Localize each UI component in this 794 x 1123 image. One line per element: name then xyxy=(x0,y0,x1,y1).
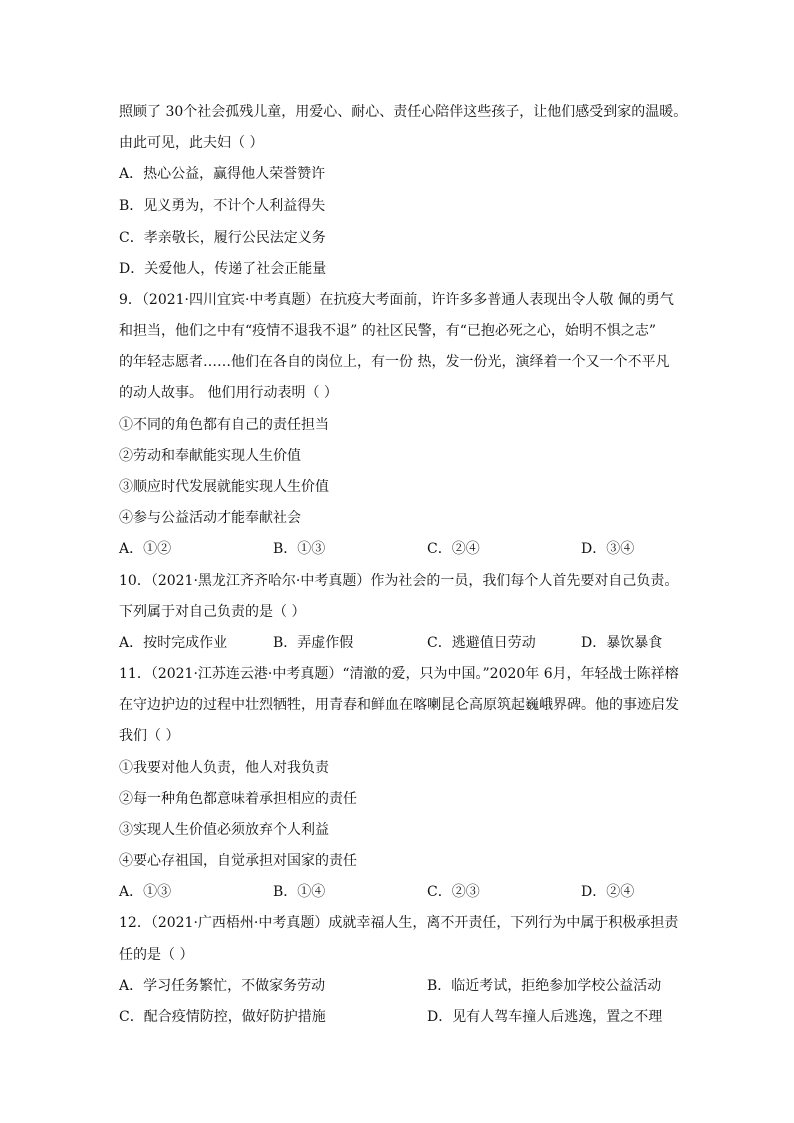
q8-line-1: 照顾了 30个社会孤残儿童，用爱心、耐心、责任心陪伴这些孩子，让他们感受到家的温暖。 xyxy=(119,104,688,120)
q8-line-2: 由此可见，此夫妇（ ） xyxy=(119,135,264,151)
q11-statement-2: ②每一种角色都意味着承担相应的责任 xyxy=(119,791,357,807)
q11-option-a: A．①③ xyxy=(119,884,172,900)
q9-statement-4: ④参与公益活动才能奉献社会 xyxy=(119,510,301,526)
q10-line-2: 下列属于对自己负责的是（ ） xyxy=(119,604,306,620)
q11-statement-4: ④要心存祖国，自觉承担对国家的责任 xyxy=(119,853,357,869)
q9-option-c: C．②④ xyxy=(427,541,480,557)
q11-line-2: 在守边护边的过程中壮烈牺牲，用青春和鲜血在喀喇昆仑高原筑起巍峨界碑。他的事迹启发 xyxy=(119,697,679,713)
q9-statement-3: ③顺应时代发展就能实现人生价值 xyxy=(119,479,329,495)
q11-statement-1: ①我要对他人负责，他人对我负责 xyxy=(119,760,329,776)
q12-line-1: 12．（2021·广西梧州·中考真题）成就幸福人生，离不开责任，下列行为中属于积极承担责 xyxy=(119,915,679,931)
q8-option-a: A．热心公益，赢得他人荣誉赞许 xyxy=(119,166,326,182)
q11-option-b: B．①④ xyxy=(273,884,326,900)
q9-line-1: 9．（2021·四川宜宾·中考真题）在抗疫大考面前，许许多多普通人表现出令人敬 佩的勇气 xyxy=(119,292,674,308)
q9-statement-2: ②劳动和奉献能实现人生价值 xyxy=(119,448,301,464)
q9-option-d: D．③④ xyxy=(581,541,635,557)
q11-option-d: D．②④ xyxy=(581,884,635,900)
q8-option-b: B．见义勇为，不计个人利益得失 xyxy=(119,198,326,214)
q10-option-c: C．逃避值日劳动 xyxy=(427,635,536,651)
q8-option-d: D．关爱他人，传递了社会正能量 xyxy=(119,261,327,277)
q12-option-c: C．配合疫情防控，做好防护措施 xyxy=(119,1009,326,1025)
q9-statement-1: ①不同的角色都有自己的责任担当 xyxy=(119,417,329,433)
q9-option-a: A．①② xyxy=(119,541,172,557)
q11-line-1: 11．（2021·江苏连云港·中考真题）“清澈的爱，只为中国。”2020年 6月，年轻战士陈祥榕 xyxy=(119,666,679,682)
q12-option-a: A．学习任务繁忙，不做家务劳动 xyxy=(119,978,326,994)
q9-line-3: 的年轻志愿者……他们在各自的岗位上，有一份 热，发一份光，演绎着一个又一个不平凡 xyxy=(119,354,670,370)
q10-option-d: D．暴饮暴食 xyxy=(581,635,663,651)
q10-option-a: A．按时完成作业 xyxy=(119,635,228,651)
q8-option-c: C．孝亲敬长，履行公民法定义务 xyxy=(119,230,326,246)
q11-option-c: C．②③ xyxy=(427,884,480,900)
q9-line-4: 的动人故事。 他们用行动表明（ ） xyxy=(119,385,338,401)
q12-line-2: 任的是（ ） xyxy=(119,947,194,963)
q10-option-b: B．弄虚作假 xyxy=(273,635,354,651)
q12-option-b: B．临近考试，拒绝参加学校公益活动 xyxy=(427,978,662,994)
q9-line-2: 和担当，他们之中有“疫情不退我不退” 的社区民警，有“已抱必死之心，始明不惧之志” xyxy=(119,323,657,339)
q9-option-b: B．①③ xyxy=(273,541,326,557)
q10-line-1: 10．（2021·黑龙江齐齐哈尔·中考真题）作为社会的一员，我们每个人首先要对自己负责。 xyxy=(119,573,679,589)
q12-option-d: D．见有人驾车撞人后逃逸，置之不理 xyxy=(427,1009,663,1025)
q11-statement-3: ③实现人生价值必须放弃个人利益 xyxy=(119,822,329,838)
q11-line-3: 我们（ ） xyxy=(119,728,180,744)
